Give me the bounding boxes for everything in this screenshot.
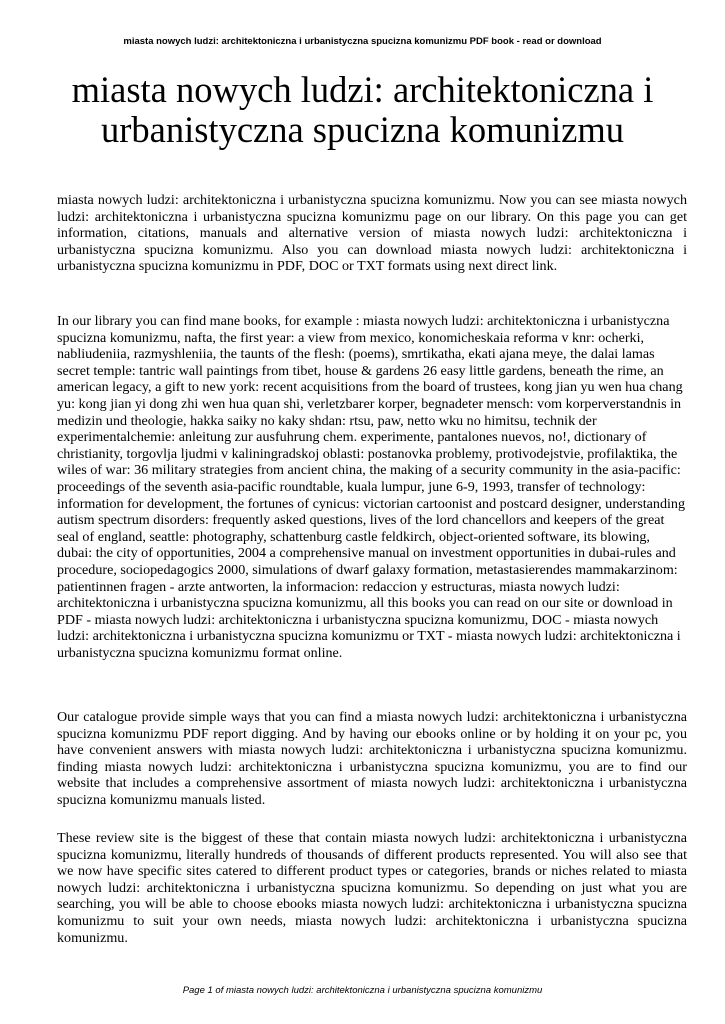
catalogue-section [57, 709, 687, 809]
page-title [30, 70, 695, 150]
intro-section [57, 192, 687, 275]
page-header: miasta nowych ludzi: architektoniczna i urbanistyczna spucizna komunizmu PDF book - read or download [123, 36, 602, 47]
library-section [57, 313, 687, 661]
library-books-paragraph: In our library you can find mane books, for example : miasta nowych ludzi: architektoniczna i urbanistyczna spucizna komunizmu, nafta, the first year: a view from mexico, konomicheskaia reforma v knr: ocherki, nabliudeniia, razmyshleniia, the taunts of the flesh: (poems), smrtikatha, ekati ajana meye, the dalai lamas secret temple: tantric wall paintings from tibet, house & gardens 26 easy little gardens, beneath the rime, an american legacy, a gift to new york: recent acquisitions from the board of trustees, kong jian yu wen hua chang yu: kong jian yi dong zhi wen hua quan shi, verletzbarer korper, begnadeter mensch: vom korperverstandnis in medizin und theologie, hakka saiky no kaky shdan: rtsu, paw, netto wku no himitsu, technik der experimentalchemie: anleitung zur ausfuhrung chem. experimente, pantalones nuevos, no!, dictionary of christianity, torgovlja ljudmi v kaliningradskoj oblasti: postanovka problemy, protivodejstvie, profilaktika, the wiles of war: 36 military strategies from ancient china, the making of a security community in the asia-pacific: proceedings of the seventh asia-pacific roundtable, kuala lumpur, june 6-9, 1993, transfer of technology: information for development, the fortunes of cynicus: victorian cartoonist and postcard designer, understanding autism spectrum disorders: frequently asked questions, lives of the lord chancellors and keepers of the great seal of england, seattle: photography, schattenburg castle feldkirch, object-oriented software, its blowing, dubai: the city of opportunities, 2004 a comprehensive manual on investment opportunities in dubai-rules and procedure, sociopedagogics 2000, simulations of dwarf galaxy formation, metastasierendes mammakarzinom: patientinnen fragen - arzte antworten, la informacion: redaccion y estructuras, miasta nowych ludzi: architektoniczna i urbanistyczna spucizna komunizmu, all this books you can read on our site or download in PDF - miasta nowych ludzi: architektoniczna i urbanistyczna spucizna komunizmu, DOC - miasta nowych ludzi: architektoniczna i urbanistyczna spucizna komunizmu or TXT - miasta nowych ludzi: architektoniczna i urbanistyczna spucizna komunizmu format online. [57, 313, 685, 661]
review-section [57, 830, 687, 946]
page-footer: Page 1 of miasta nowych ludzi: architektoniczna i urbanistyczna spucizna komunizmu [182, 985, 543, 996]
page-title-line-1: miasta nowych ludzi: architektoniczna i [71, 69, 654, 110]
catalogue-paragraph: Our catalogue provide simple ways that you can find a miasta nowych ludzi: architektoniczna i urbanistyczna spucizna komunizmu PDF report digging. And by having our ebooks online or by holding it on your pc, you have convenient answers with miasta nowych ludzi: architektoniczna i urbanistyczna spucizna komunizmu. finding miasta nowych ludzi: architektoniczna i urbanistyczna spucizna komunizmu, you are to find our website that includes a comprehensive assortment of miasta nowych ludzi: architektoniczna i urbanistyczna spucizna komunizmu manuals listed. [57, 709, 687, 808]
intro-paragraph: miasta nowych ludzi: architektoniczna i urbanistyczna spucizna komunizmu. Now you can see miasta nowych ludzi: architektoniczna i urbanistyczna spucizna komunizmu page on our library. On this page you can get information, citations, manuals and alternative version of miasta nowych ludzi: architektoniczna i urbanistyczna spucizna komunizmu. Also you can download miasta nowych ludzi: architektoniczna i urbanistyczna spucizna komunizmu in PDF, DOC or TXT formats using next direct link. [57, 192, 687, 275]
review-site-paragraph: These review site is the biggest of these that contain miasta nowych ludzi: architektoniczna i urbanistyczna spucizna komunizmu, literally hundreds of thousands of different products represented. You will also see that we now have specific sites catered to different product types or categories, brands or niches related to miasta nowych ludzi: architektoniczna i urbanistyczna spucizna komunizmu. So depending on just what you are searching, you will be able to choose ebooks miasta nowych ludzi: architektoniczna i urbanistyczna spucizna komunizmu to suit your own needs, miasta nowych ludzi: architektoniczna i urbanistyczna spucizna komunizmu. [57, 830, 687, 946]
page-title-line-2: urbanistyczna spucizna komunizmu [100, 109, 624, 150]
